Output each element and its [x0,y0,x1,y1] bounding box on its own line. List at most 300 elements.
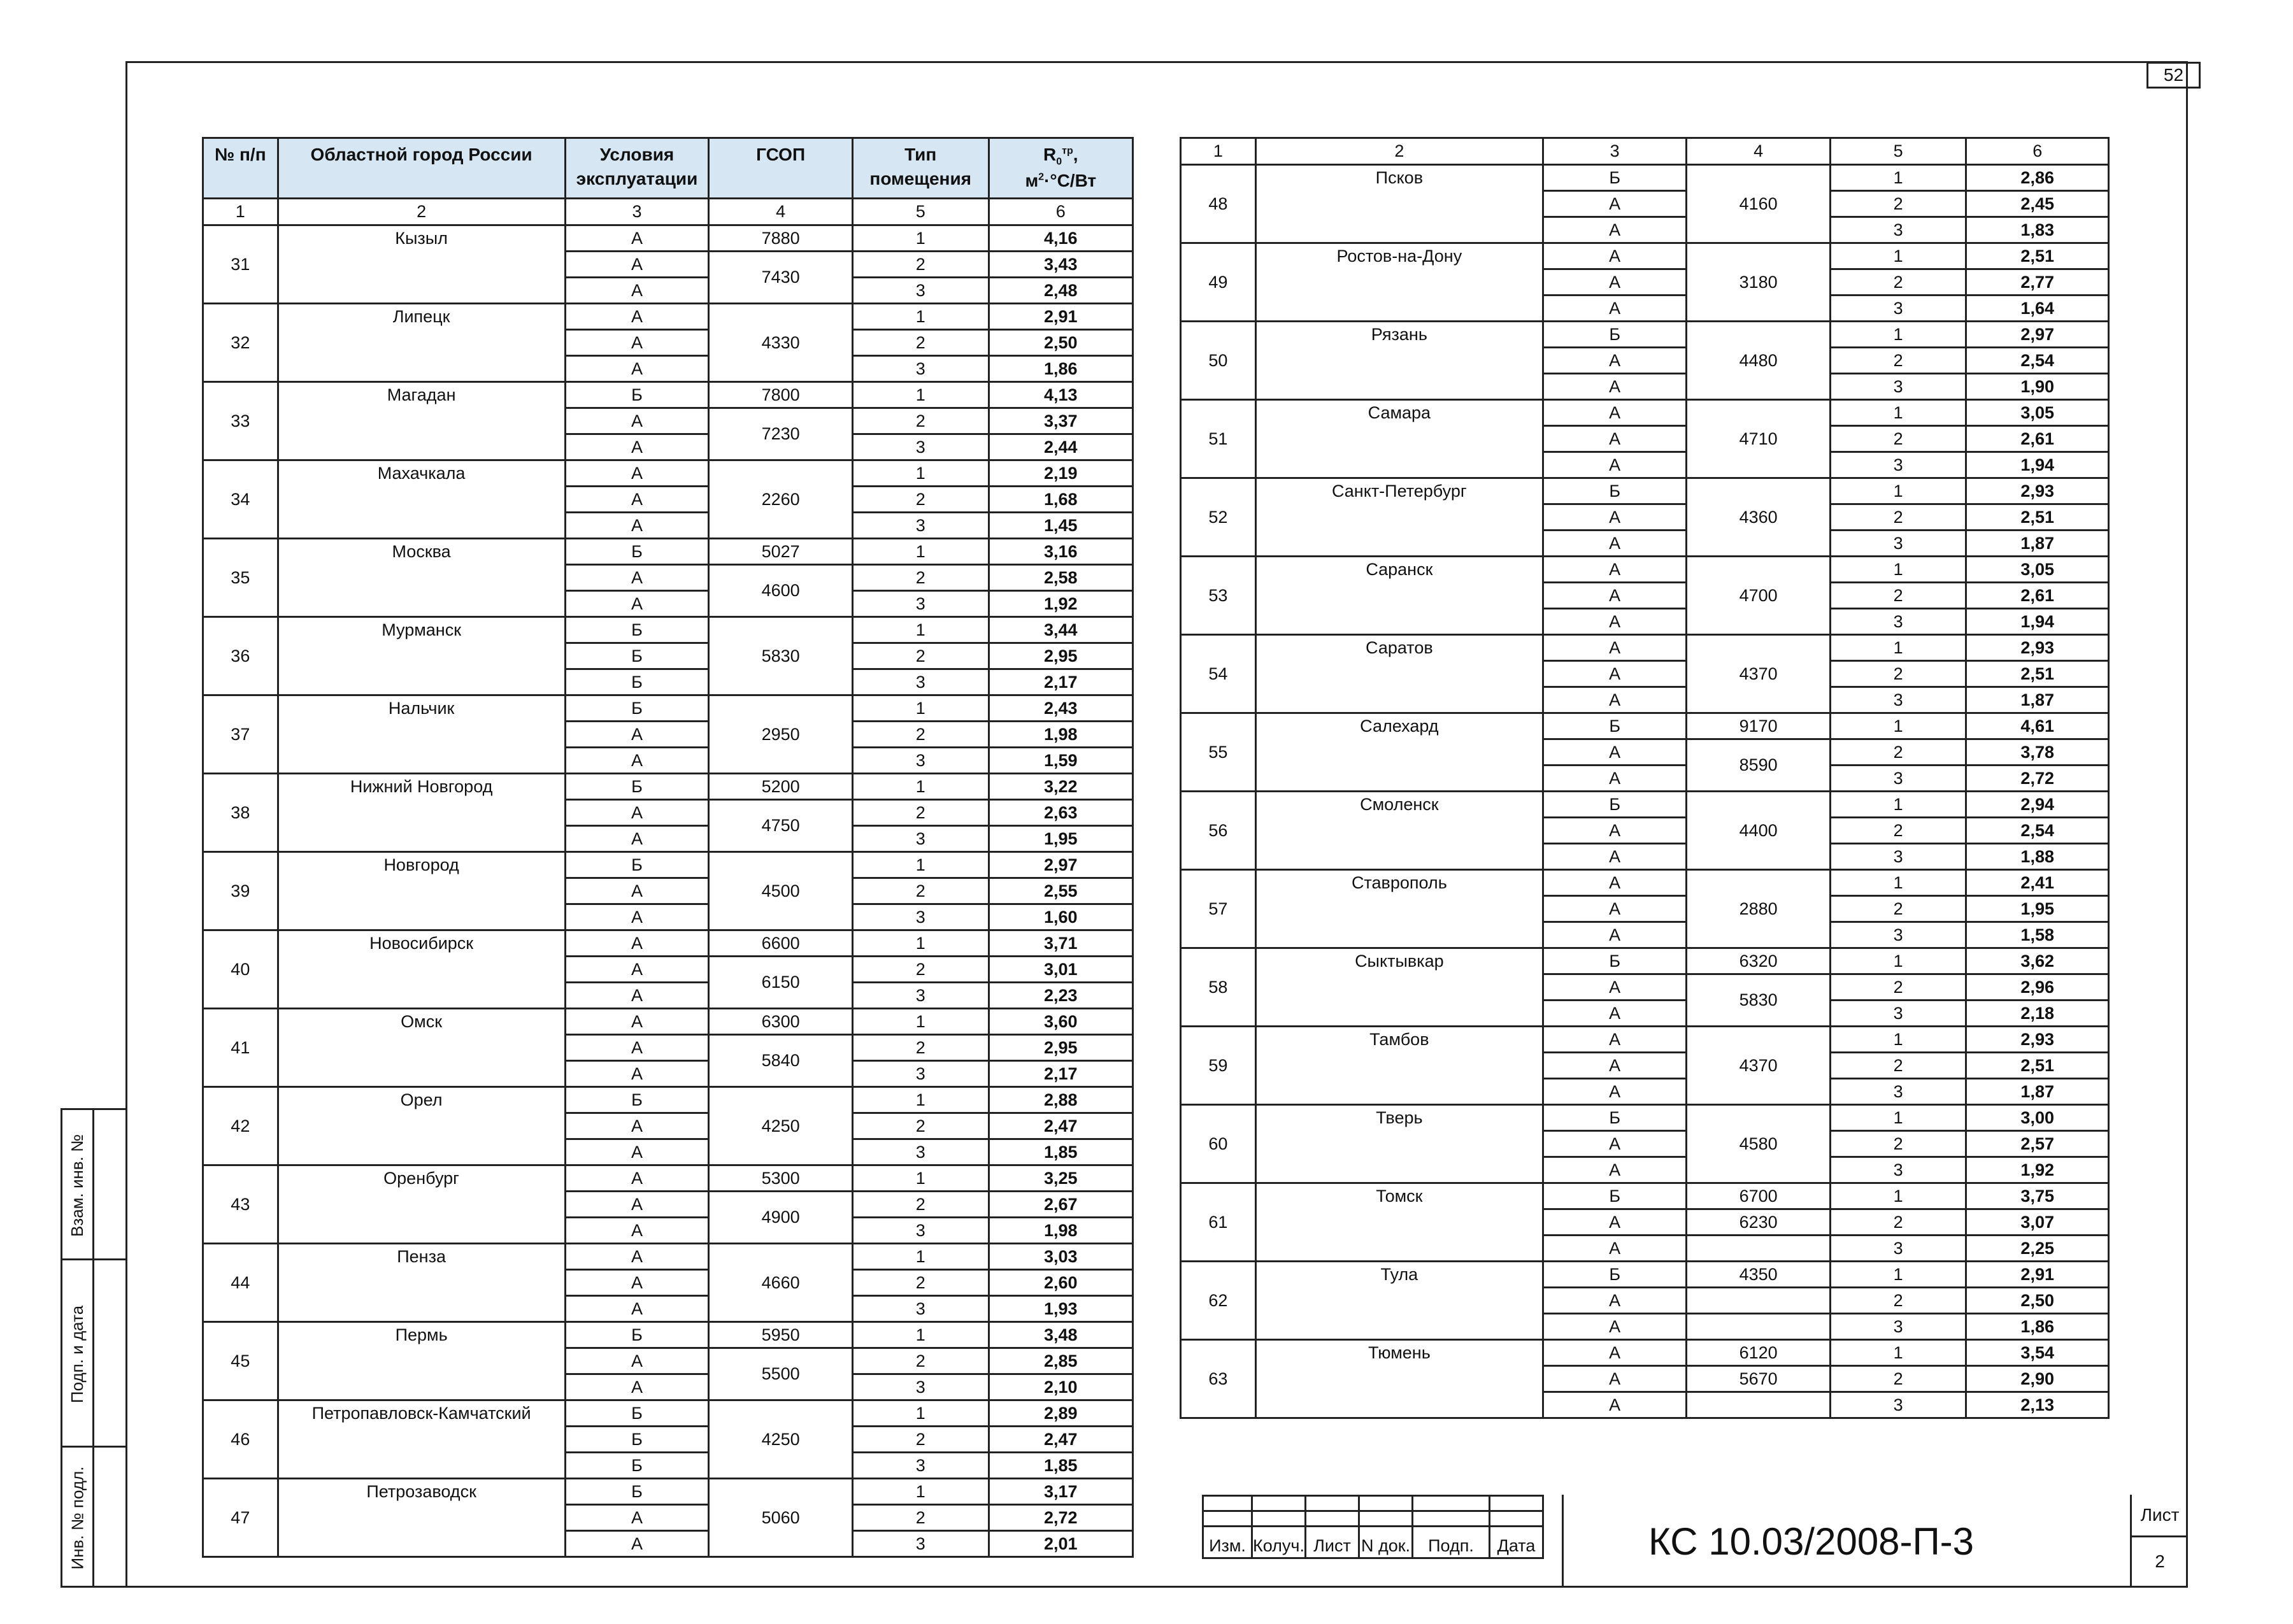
city-name: Салехард [1255,713,1543,739]
room-type: 3 [852,591,989,617]
operating-conditions: А [565,904,709,930]
row-number: 34 [203,460,278,539]
operating-conditions: А [565,1061,709,1087]
room-type: 1 [852,1009,989,1035]
room-type: 1 [1830,478,1966,504]
operating-conditions: Б [565,669,709,695]
gsop-value: 6600 [709,930,852,957]
stamp-label-count: Колуч. [1252,1527,1306,1558]
resistance-value: 4,13 [989,382,1132,408]
resistance-value: 2,51 [1966,661,2109,687]
operating-conditions: А [565,1270,709,1296]
table-row [203,1244,1133,1270]
city-blank [278,1035,565,1087]
city-name: Петрозаводск [278,1479,565,1505]
operating-conditions: А [1543,348,1686,374]
gsop-value: 4250 [709,1087,852,1165]
room-type: 2 [1830,739,1966,766]
row-number: 40 [203,930,278,1009]
room-type: 2 [1830,426,1966,452]
gsop-value: 4350 [1687,1262,1831,1288]
table-row [1181,426,2109,452]
operating-conditions: А [565,826,709,852]
room-type: 3 [1830,766,1966,792]
room-type: 1 [852,304,989,330]
city-name: Нальчик [278,695,565,722]
resistance-value: 2,77 [1966,269,2109,296]
row-number: 60 [1181,1105,1256,1183]
table-row [1181,478,2109,504]
resistance-value: 1,58 [1966,922,2109,948]
operating-conditions: Б [565,852,709,878]
gsop-value: 8590 [1687,739,1831,792]
room-type: 2 [852,1192,989,1218]
operating-conditions: А [1543,1340,1686,1366]
gsop-value: 6300 [709,1009,852,1035]
room-type: 2 [852,1035,989,1061]
operating-conditions: Б [1543,165,1686,191]
binding-label-replacement: Взам. инв. № [68,1134,87,1237]
row-number: 32 [203,304,278,382]
header-conditions: Условия эксплуатации [565,138,709,199]
table-row [203,617,1133,643]
operating-conditions: А [1543,452,1686,478]
operating-conditions: А [1543,504,1686,531]
room-type: 2 [852,878,989,904]
resistance-value: 3,16 [989,539,1132,565]
city-blank [1255,896,1543,948]
room-type: 3 [1830,1079,1966,1105]
operating-conditions: А [1543,400,1686,426]
city-name: Мурманск [278,617,565,643]
operating-conditions: Б [565,1400,709,1427]
room-type: 2 [1830,974,1966,1001]
room-type: 3 [852,513,989,539]
room-type: 3 [1830,922,1966,948]
operating-conditions: А [565,957,709,983]
table-row [1181,792,2109,818]
room-type: 1 [1830,1340,1966,1366]
column-number: 2 [278,199,565,225]
resistance-value: 2,44 [989,434,1132,460]
room-type: 1 [852,539,989,565]
room-type: 3 [852,278,989,304]
resistance-value: 1,92 [989,591,1132,617]
city-name: Оренбург [278,1165,565,1192]
stamp-label-doc: N док. [1359,1527,1413,1558]
gsop-value: 4250 [709,1400,852,1479]
gsop-value: 4370 [1687,635,1831,713]
operating-conditions: А [565,408,709,434]
city-name: Тамбов [1255,1027,1543,1053]
operating-conditions: А [1543,583,1686,609]
operating-conditions: А [1543,1392,1686,1418]
resistance-value: 2,94 [1966,792,2109,818]
room-type: 1 [852,852,989,878]
room-type: 3 [852,1061,989,1087]
room-type: 2 [852,800,989,826]
city-blank [1255,348,1543,400]
operating-conditions: А [1543,661,1686,687]
room-type: 2 [852,722,989,748]
resistance-value: 3,43 [989,252,1132,278]
gsop-value: 5830 [709,617,852,695]
gsop-value: 4750 [709,800,852,852]
table-body-right [1181,165,2109,1418]
room-type: 3 [852,1139,989,1165]
room-type: 2 [852,1427,989,1453]
room-type: 2 [1830,1209,1966,1236]
operating-conditions: А [565,304,709,330]
operating-conditions: А [1543,1236,1686,1262]
gsop-value: 5027 [709,539,852,565]
operating-conditions: Б [565,774,709,800]
city-blank [1255,974,1543,1027]
room-type: 2 [852,252,989,278]
table-row [1181,1053,2109,1079]
room-type: 3 [1830,452,1966,478]
resistance-value: 3,00 [1966,1105,2109,1131]
operating-conditions: А [565,225,709,252]
room-type: 1 [852,695,989,722]
row-number: 57 [1181,870,1256,948]
room-type: 3 [1830,1392,1966,1418]
binding-cell [62,1110,125,1260]
operating-conditions: Б [565,1087,709,1113]
column-number: 1 [203,199,278,225]
operating-conditions: Б [1543,792,1686,818]
operating-conditions: Б [1543,713,1686,739]
city-blank [278,957,565,1009]
resistance-value: 2,58 [989,565,1132,591]
city-name: Махачкала [278,460,565,487]
city-blank [1255,1131,1543,1183]
table-row [203,643,1133,669]
row-number: 53 [1181,557,1256,635]
header-number: № п/п [203,138,278,199]
operating-conditions: А [1543,1209,1686,1236]
row-number: 41 [203,1009,278,1087]
gsop-value: 5840 [709,1035,852,1087]
room-type: 3 [852,748,989,774]
operating-conditions: А [1543,896,1686,922]
gsop-value: 4900 [709,1192,852,1244]
row-number: 35 [203,539,278,617]
resistance-value: 2,72 [989,1505,1132,1531]
operating-conditions: Б [565,1453,709,1479]
city-blank [1255,1209,1543,1262]
resistance-value: 2,17 [989,669,1132,695]
table-row [203,1322,1133,1348]
table-row [1181,1209,2109,1236]
operating-conditions: А [1543,1314,1686,1340]
operating-conditions: А [565,722,709,748]
room-type: 2 [852,487,989,513]
room-type: 2 [852,1113,989,1139]
city-blank [1255,1366,1543,1418]
room-type: 3 [1830,1001,1966,1027]
resistance-value: 2,72 [1966,766,2109,792]
resistance-value: 2,86 [1966,165,2109,191]
gsop-value: 2950 [709,695,852,774]
resistance-value: 1,86 [1966,1314,2109,1340]
room-type: 2 [852,643,989,669]
table-row [203,1113,1133,1139]
city-name: Новгород [278,852,565,878]
row-number: 55 [1181,713,1256,792]
row-number: 62 [1181,1262,1256,1340]
operating-conditions: А [565,252,709,278]
table-row [203,852,1133,878]
city-blank [278,1192,565,1244]
gsop-value: 7880 [709,225,852,252]
resistance-value: 1,86 [989,356,1132,382]
operating-conditions: А [1543,635,1686,661]
resistance-value: 3,54 [1966,1340,2109,1366]
operating-conditions: Б [1543,1262,1686,1288]
row-number: 37 [203,695,278,774]
city-name: Тверь [1255,1105,1543,1131]
column-number: 5 [852,199,989,225]
resistance-value: 3,37 [989,408,1132,434]
operating-conditions: А [1543,426,1686,452]
resistance-value: 3,03 [989,1244,1132,1270]
room-type: 1 [1830,635,1966,661]
city-name: Саратов [1255,635,1543,661]
room-type: 1 [1830,870,1966,896]
room-type: 1 [852,1244,989,1270]
table-row [203,722,1133,748]
resistance-value: 3,05 [1966,400,2109,426]
table-row [203,800,1133,826]
resistance-value: 2,01 [989,1531,1132,1557]
city-blank [1255,504,1543,557]
table-row [203,408,1133,434]
city-name: Тюмень [1255,1340,1543,1366]
operating-conditions: А [1543,1053,1686,1079]
city-name: Липецк [278,304,565,330]
resistance-value: 2,95 [989,1035,1132,1061]
table-row [203,539,1133,565]
operating-conditions: Б [565,1479,709,1505]
city-blank [278,1113,565,1165]
city-name: Орел [278,1087,565,1113]
resistance-value: 2,41 [1966,870,2109,896]
table-row [1181,348,2109,374]
city-blank [278,643,565,695]
resistance-value: 1,98 [989,722,1132,748]
table-body-left [203,225,1133,1557]
row-number: 61 [1181,1183,1256,1262]
room-type: 3 [852,1296,989,1322]
table-row [1181,1105,2109,1131]
binding-strip [61,1108,127,1588]
city-name: Ростов-на-Дону [1255,243,1543,269]
table-row [1181,165,2109,191]
gsop-value: 6700 [1687,1183,1831,1209]
table-row [1181,1366,2109,1392]
gsop-value: 4480 [1687,322,1831,400]
table-row [203,695,1133,722]
resistance-table-left [202,137,1134,1558]
room-type: 2 [1830,1131,1966,1157]
gsop-value: 9170 [1687,713,1831,739]
operating-conditions: А [1543,609,1686,635]
operating-conditions: А [565,487,709,513]
resistance-value: 1,68 [989,487,1132,513]
room-type: 1 [1830,165,1966,191]
sheet-label: Лист [2132,1495,2188,1537]
table-row [203,1035,1133,1061]
resistance-value: 2,89 [989,1400,1132,1427]
operating-conditions: А [565,330,709,356]
header-gsop: ГСОП [709,138,852,199]
table-row [1181,243,2109,269]
table-row [203,1348,1133,1374]
resistance-value: 3,71 [989,930,1132,957]
room-type: 3 [852,1531,989,1557]
gsop-value: 2880 [1687,870,1831,948]
room-type: 2 [852,1505,989,1531]
operating-conditions: А [565,1505,709,1531]
resistance-value: 3,01 [989,957,1132,983]
row-number: 56 [1181,792,1256,870]
room-type: 2 [852,957,989,983]
room-type: 1 [852,1165,989,1192]
resistance-value: 3,22 [989,774,1132,800]
row-number: 47 [203,1479,278,1557]
room-type: 2 [1830,1053,1966,1079]
stamp-label-date: Дата [1490,1527,1543,1558]
operating-conditions: А [1543,1027,1686,1053]
city-blank [1255,269,1543,322]
room-type: 3 [852,1453,989,1479]
resistance-value: 3,25 [989,1165,1132,1192]
gsop-value: 5950 [709,1322,852,1348]
room-type: 3 [1830,1157,1966,1183]
gsop-value: 7800 [709,382,852,408]
resistance-value: 2,55 [989,878,1132,904]
room-type: 2 [1830,1366,1966,1392]
table-row [203,774,1133,800]
table-row [203,1400,1133,1427]
table-row [1181,896,2109,922]
operating-conditions: А [565,1348,709,1374]
room-type: 2 [1830,191,1966,217]
column-number: 4 [1687,138,1831,165]
table-row [1181,322,2109,348]
column-number: 6 [1966,138,2109,165]
table-row [1181,713,2109,739]
row-number: 49 [1181,243,1256,322]
resistance-value: 2,97 [1966,322,2109,348]
revision-grid [1202,1495,1544,1559]
sheet-number: 2 [2155,1551,2165,1571]
gsop-value [1687,1236,1831,1262]
room-type: 2 [1830,1288,1966,1314]
resistance-value: 2,85 [989,1348,1132,1374]
table-row [1181,191,2109,217]
city-blank [1255,818,1543,870]
table-row [1181,818,2109,844]
operating-conditions: А [1543,531,1686,557]
resistance-value: 1,95 [1966,896,2109,922]
city-name: Смоленск [1255,792,1543,818]
table-row [1181,635,2109,661]
row-number: 44 [203,1244,278,1322]
operating-conditions: А [565,434,709,460]
city-blank [278,487,565,539]
resistance-value: 1,94 [1966,452,2109,478]
city-name: Тула [1255,1262,1543,1288]
operating-conditions: А [565,930,709,957]
gsop-value: 6120 [1687,1340,1831,1366]
operating-conditions: А [1543,296,1686,322]
operating-conditions: Б [1543,1183,1686,1209]
resistance-value: 2,96 [1966,974,2109,1001]
resistance-value: 1,85 [989,1139,1132,1165]
room-type: 3 [852,356,989,382]
room-type: 1 [852,1087,989,1113]
operating-conditions: А [565,591,709,617]
table-row [203,330,1133,356]
city-name: Москва [278,539,565,565]
table-row [203,1270,1133,1296]
room-type: 2 [852,408,989,434]
resistance-value: 2,19 [989,460,1132,487]
room-type: 1 [852,225,989,252]
room-type: 2 [1830,504,1966,531]
resistance-value: 3,78 [1966,739,2109,766]
room-type: 1 [852,930,989,957]
row-number: 45 [203,1322,278,1400]
operating-conditions: Б [565,1427,709,1453]
resistance-value: 1,87 [1966,687,2109,713]
operating-conditions: Б [1543,322,1686,348]
room-type: 2 [1830,348,1966,374]
resistance-value: 2,93 [1966,635,2109,661]
table-row [203,957,1133,983]
city-blank [278,722,565,774]
table-row [203,1009,1133,1035]
resistance-value: 3,75 [1966,1183,2109,1209]
sheet-box [2130,1495,2188,1588]
gsop-value: 4580 [1687,1105,1831,1183]
column-number: 3 [565,199,709,225]
resistance-value: 1,93 [989,1296,1132,1322]
gsop-value: 4700 [1687,557,1831,635]
resistance-value: 3,17 [989,1479,1132,1505]
operating-conditions: Б [1543,478,1686,504]
binding-label-inventory: Инв. № подл. [68,1466,87,1569]
resistance-value: 2,51 [1966,504,2109,531]
room-type: 1 [852,1322,989,1348]
operating-conditions: А [1543,739,1686,766]
operating-conditions: А [1543,974,1686,1001]
row-number: 46 [203,1400,278,1479]
operating-conditions: Б [565,539,709,565]
gsop-value [1687,1314,1831,1340]
table-row [203,304,1133,330]
header-room-type: Тип помещения [852,138,989,199]
room-type: 3 [1830,1314,1966,1340]
operating-conditions: А [565,1296,709,1322]
table-row [203,878,1133,904]
operating-conditions: Б [565,617,709,643]
room-type: 3 [1830,296,1966,322]
city-blank [1255,426,1543,478]
room-type: 3 [852,904,989,930]
